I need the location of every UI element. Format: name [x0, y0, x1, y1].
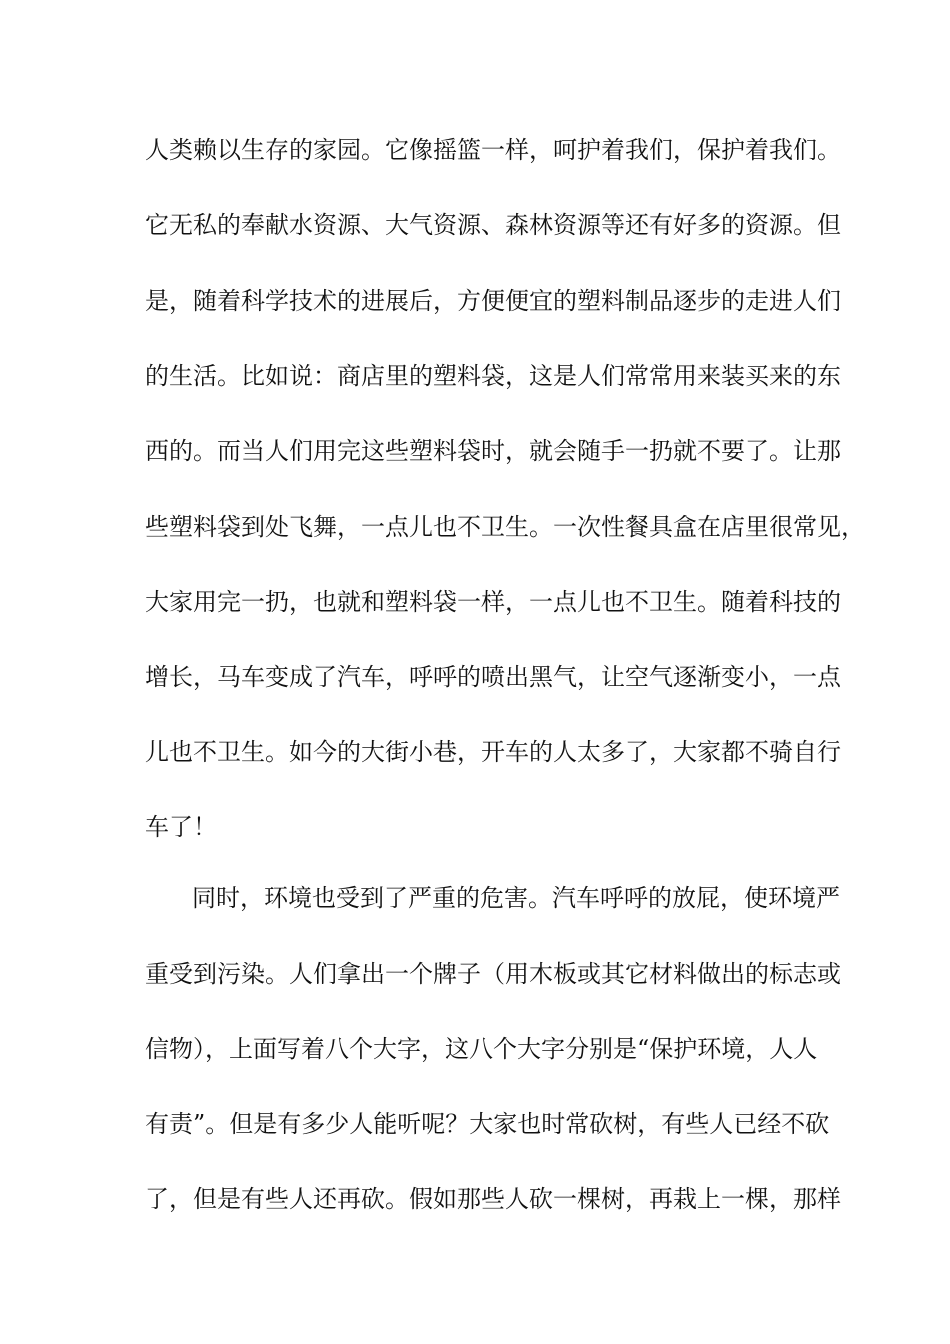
text-line: 是，随着科学技术的进展后，方便便宜的塑料制品逐步的走进人们 — [145, 287, 841, 315]
text-line: 信物），上面写着八个大字，这八个大字分别是“保护环境，人人 — [145, 1035, 818, 1063]
text-line: 儿也不卫生。如今的大街小巷，开车的人太多了，大家都不骑自行 — [145, 738, 841, 766]
text-line: 西的。而当人们用完这些塑料袋时，就会随手一扔就不要了。让那 — [145, 437, 841, 465]
text-line: 它无私的奉献水资源、大气资源、森林资源等还有好多的资源。但 — [145, 211, 841, 239]
text-line: 车了！ — [145, 813, 217, 841]
text-line: 增长，马车变成了汽车，呼呼的喷出黑气，让空气逐渐变小，一点 — [145, 663, 841, 691]
text-line: 的生活。比如说：商店里的塑料袋，这是人们常常用来装买来的东 — [145, 362, 841, 390]
text-line: 重受到污染。人们拿出一个牌子（用木板或其它材料做出的标志或 — [145, 960, 841, 988]
text-line: 些塑料袋到处飞舞，一点儿也不卫生。一次性餐具盒在店里很常见， — [145, 513, 865, 541]
text-line: 了，但是有些人还再砍。假如那些人砍一棵树，再栽上一棵，那样 — [145, 1185, 841, 1213]
text-line: 大家用完一扔，也就和塑料袋一样，一点儿也不卫生。随着科技的 — [145, 588, 841, 616]
text-line: 人类赖以生存的家园。它像摇篮一样，呵护着我们，保护着我们。 — [145, 136, 841, 164]
text-line: 有责”。但是有多少人能听呢？大家也时常砍树，有些人已经不砍 — [145, 1110, 830, 1138]
paragraph-start-line: 同时，环境也受到了严重的危害。汽车呼呼的放屁，使环境严 — [192, 884, 840, 912]
